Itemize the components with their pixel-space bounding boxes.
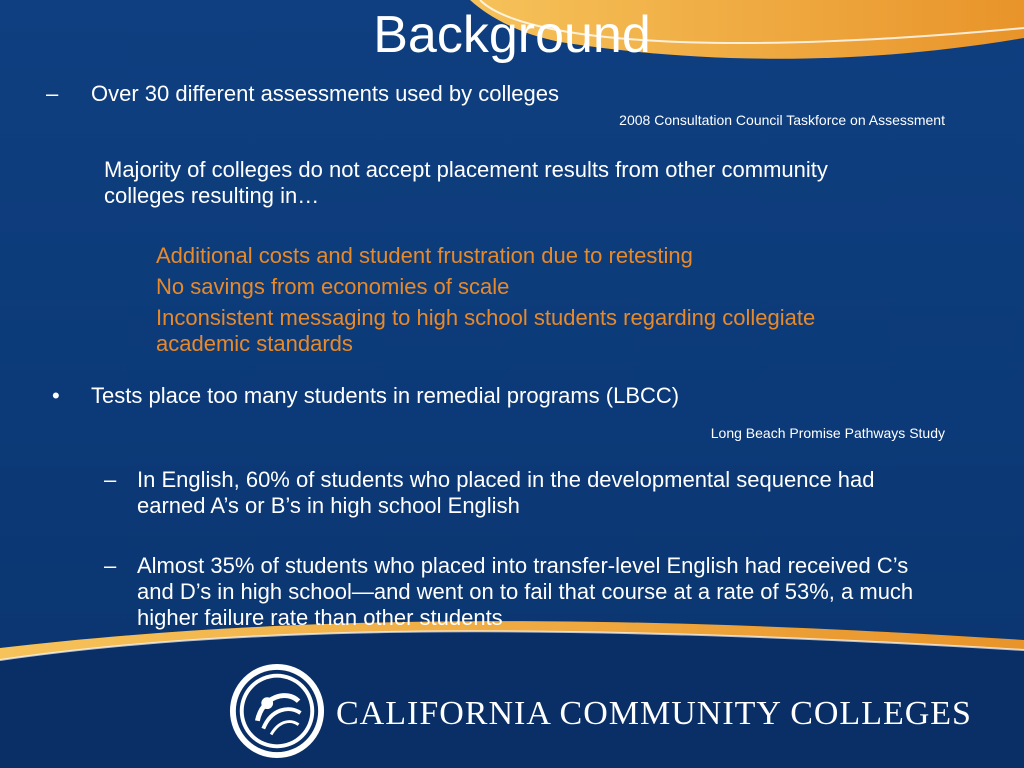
remedial-point: Tests place too many students in remedial programs (LBCC) [91,383,680,408]
source-citation-lbcc: Long Beach Promise Pathways Study [710,425,945,441]
orange-item-messaging: Inconsistent messaging to high school students regarding collegiate academic standards [156,305,816,356]
dash-bullet-1: – [46,81,59,106]
dash-bullet-3: – [104,553,117,578]
source-citation-taskforce: 2008 Consultation Council Taskforce on Assessment [619,112,945,128]
placement-paragraph: Majority of colleges do not accept placement results from other community colleges resulting in… [104,157,828,208]
english-stat-2: Almost 35% of students who placed into transfer-level English had received C’s and D’s in high school—and went on to fail that course at a rate of 53%, a much higher failure rate than other students [137,553,914,630]
orange-item-retesting: Additional costs and student frustration due to retesting [156,243,693,268]
dash-bullet-2: – [104,467,117,492]
english-stat-1: In English, 60% of students who placed in the developmental sequence had earned A’s or B’s in high school English [137,467,875,518]
assessments-point: Over 30 different assessments used by colleges [91,81,559,106]
slide-title: Background [373,6,651,64]
bullet-dot: • [52,383,60,408]
college-seal-icon [228,662,326,760]
california-community-colleges-logo: CALIFORNIA COMMUNITY COLLEGES [336,695,972,732]
orange-item-economies: No savings from economies of scale [156,274,510,299]
